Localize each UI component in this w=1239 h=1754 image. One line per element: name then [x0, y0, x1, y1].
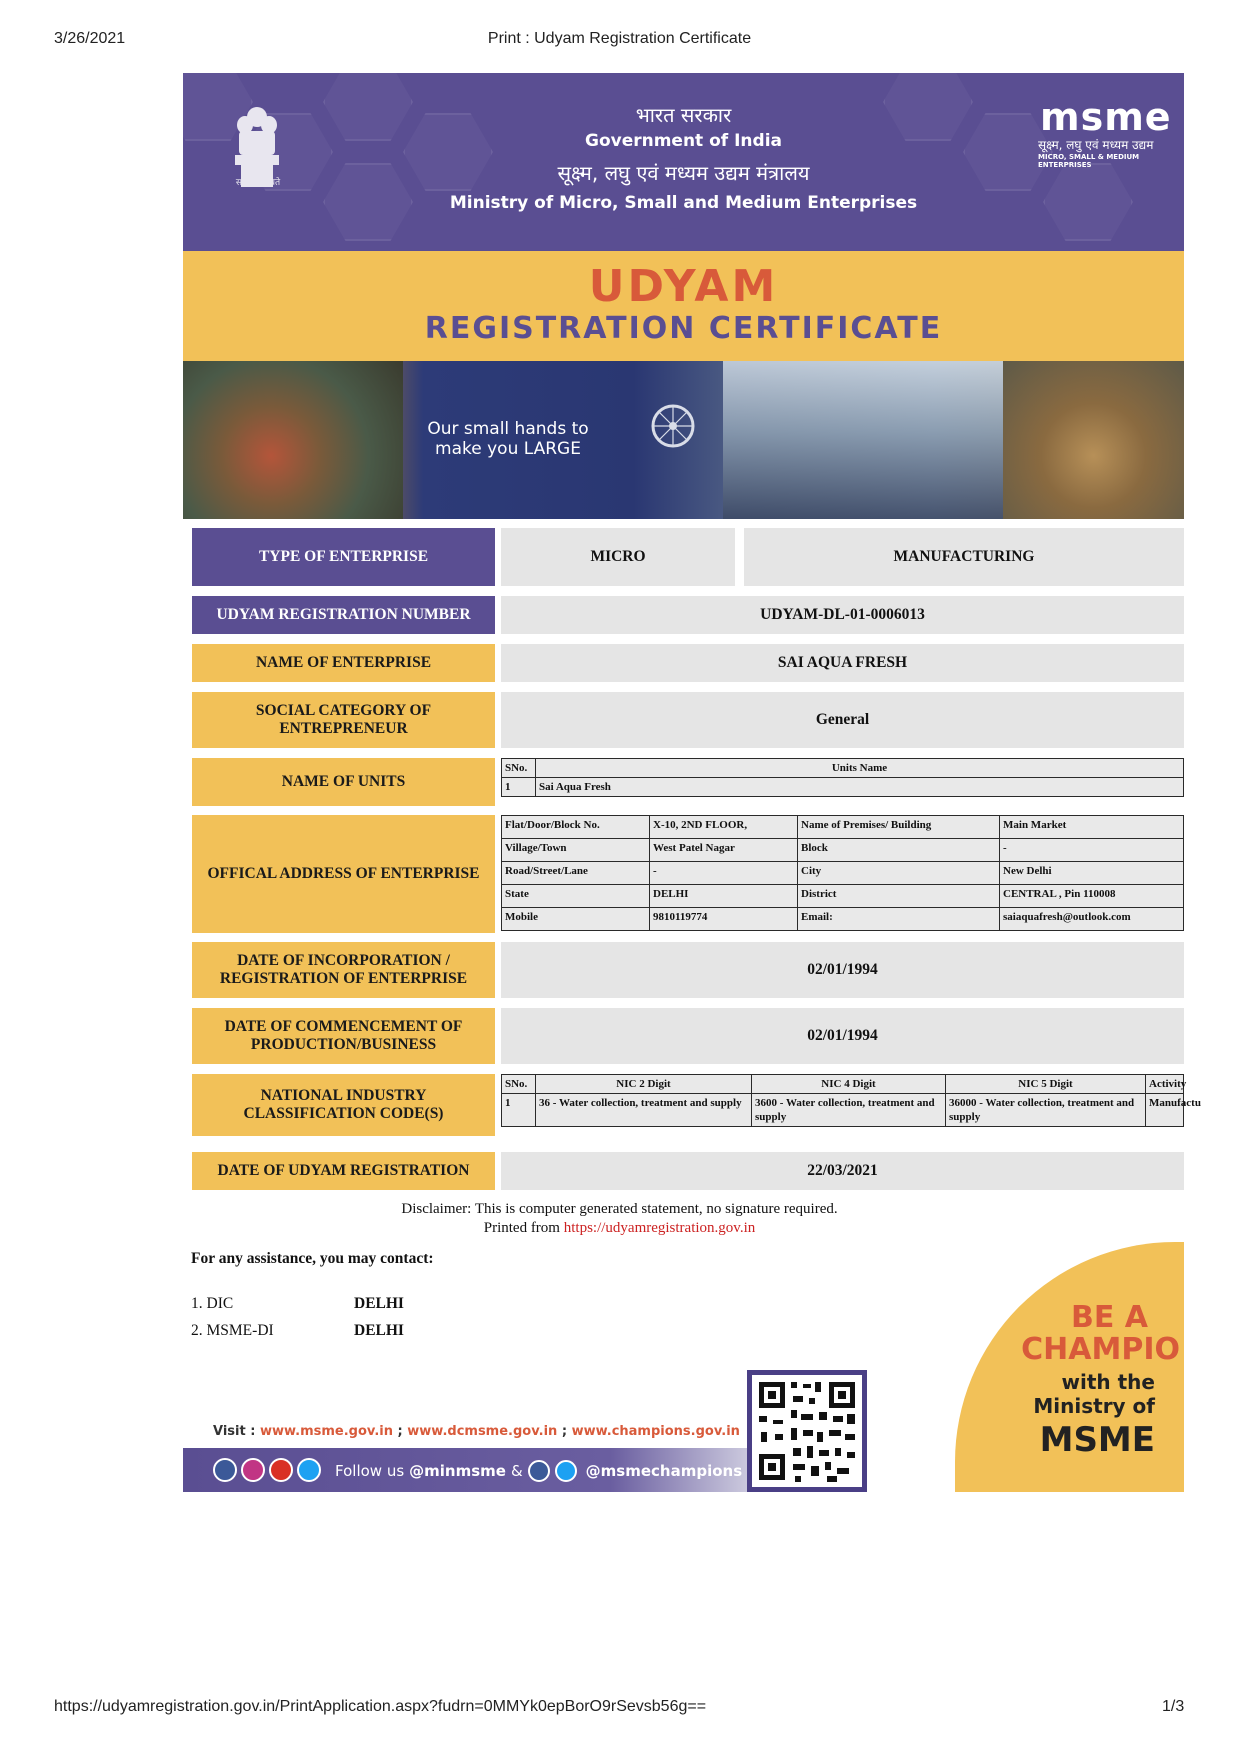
print-url: https://udyamregistration.gov.in/PrintApplication.aspx?fudrn=0MMYk0epBorO9rSevsb56g==	[54, 1698, 707, 1715]
printed-from-label: Printed from	[483, 1220, 560, 1236]
table-row	[502, 778, 1184, 797]
nic-table	[501, 1074, 1201, 1127]
print-title: Print : Udyam Registration Certificate	[487, 30, 752, 47]
nic-code-label: NATIONAL INDUSTRY CLASSIFICATION CODE(S)	[192, 1074, 495, 1136]
ministry-banner	[183, 73, 1184, 251]
address-value: 9810119774	[650, 908, 798, 931]
address-value: CENTRAL , Pin 110008	[1000, 885, 1184, 908]
address-key: Block	[798, 839, 1000, 862]
nic-header-4digit: NIC 4 Digit	[752, 1075, 946, 1094]
champions-site-link[interactable]: www.champions.gov.in	[571, 1424, 740, 1439]
table-row	[502, 816, 1184, 839]
nic-header-5digit: NIC 5 Digit	[946, 1075, 1146, 1094]
address-key: Mobile	[502, 908, 650, 931]
photo-collage-banner	[183, 361, 1184, 519]
separator: ;	[397, 1424, 403, 1439]
msme-hindi: सूक्ष्म, लघु एवं मध्यम उद्यम	[1038, 138, 1154, 152]
printed-from-line	[0, 1220, 1239, 1237]
udyam-registration-number-label: UDYAM REGISTRATION NUMBER	[192, 596, 495, 634]
address-key: Village/Town	[502, 839, 650, 862]
ministry-name: Ministry of Micro, Small and Medium Enterprises	[449, 193, 918, 213]
instagram-icon[interactable]	[241, 1458, 265, 1482]
table-row	[502, 908, 1184, 931]
address-key: State	[502, 885, 650, 908]
date-of-commencement-value: 02/01/1994	[501, 1008, 1184, 1064]
name-of-enterprise-label: NAME OF ENTERPRISE	[192, 644, 495, 682]
table-row	[502, 1094, 1184, 1127]
units-header-sno: SNo.	[502, 759, 536, 778]
official-address-label: OFFICAL ADDRESS OF ENTERPRISE	[192, 815, 495, 933]
office-photo	[723, 361, 1023, 519]
nic-activity-value: Manufactu	[1146, 1094, 1184, 1127]
nic-header-activity: Activity	[1146, 1075, 1184, 1094]
facebook-icon[interactable]	[528, 1460, 550, 1482]
name-of-units-label: NAME OF UNITS	[192, 758, 495, 806]
visit-label: Visit :	[213, 1424, 256, 1439]
contact-value: DELHI	[354, 1322, 404, 1339]
table-row	[502, 862, 1184, 885]
disclaimer-text: Disclaimer: This is computer generated statement, no signature required.	[401, 1201, 838, 1217]
champ-line-4: Ministry of	[1033, 1394, 1155, 1418]
date-of-udyam-registration-label: DATE OF UDYAM REGISTRATION	[192, 1152, 495, 1190]
emblem-motto: सत्यमेव जयते	[235, 178, 281, 188]
address-value: New Delhi	[1000, 862, 1184, 885]
nic-2digit-value: 36 - Water collection, treatment and supply	[536, 1094, 752, 1127]
date-of-udyam-registration-value: 22/03/2021	[501, 1152, 1184, 1190]
address-key: Name of Premises/ Building	[798, 816, 1000, 839]
visit-line	[213, 1424, 740, 1439]
address-value: X-10, 2ND FLOOR,	[650, 816, 798, 839]
youtube-icon[interactable]	[269, 1458, 293, 1482]
date-of-incorporation-label: DATE OF INCORPORATION / REGISTRATION OF ENTERPRISE	[192, 942, 495, 998]
facebook-icon[interactable]	[213, 1458, 237, 1482]
assistance-title: For any assistance, you may contact:	[191, 1250, 434, 1267]
msme-site-link[interactable]: www.msme.gov.in	[259, 1424, 393, 1439]
page-number: 1/3	[1162, 1698, 1185, 1715]
follow-us-label: Follow us	[335, 1462, 405, 1480]
contact-label: 1. DIC	[191, 1295, 234, 1312]
address-value: West Patel Nagar	[650, 839, 798, 862]
government-of-india: Government of India	[584, 131, 782, 151]
hindi-ministry: सूक्ष्म, लघु एवं मध्यम उद्यम मंत्रालय	[557, 161, 810, 185]
agriculture-photo	[1003, 361, 1184, 519]
address-key: Flat/Door/Block No.	[502, 816, 650, 839]
hindi-government: भारत सरकार	[635, 103, 732, 127]
address-value: -	[650, 862, 798, 885]
champ-line-2: CHAMPIO	[1021, 1332, 1180, 1367]
units-table	[501, 758, 1184, 797]
handle-minmsme[interactable]: @minmsme	[409, 1462, 506, 1480]
name-of-enterprise-value: SAI AQUA FRESH	[501, 644, 1184, 682]
nic-4digit-value: 3600 - Water collection, treatment and supply	[752, 1094, 946, 1127]
registration-certificate-title: REGISTRATION CERTIFICATE	[424, 311, 943, 346]
dcmsme-site-link[interactable]: www.dcmsme.gov.in	[407, 1424, 558, 1439]
enterprise-type-value: MICRO	[501, 528, 735, 586]
handle-msmechampions[interactable]: @msmechampions	[585, 1462, 743, 1480]
address-value: DELHI	[650, 885, 798, 908]
contact-label: 2. MSME-DI	[191, 1322, 274, 1339]
table-row	[502, 885, 1184, 908]
separator: ;	[561, 1424, 568, 1439]
artisan-photo	[183, 361, 403, 519]
address-key: Email:	[798, 908, 1000, 931]
nic-5digit-value: 36000 - Water collection, treatment and supply	[946, 1094, 1146, 1127]
social-category-value: General	[501, 692, 1184, 748]
unit-sno: 1	[502, 778, 536, 797]
udyam-registration-number-value: UDYAM-DL-01-0006013	[501, 596, 1184, 634]
qr-code-icon	[747, 1370, 867, 1492]
social-category-label: SOCIAL CATEGORY OF ENTREPRENEUR	[192, 692, 495, 748]
type-of-enterprise-label: TYPE OF ENTERPRISE	[192, 528, 495, 586]
udyam-portal-link[interactable]: https://udyamregistration.gov.in	[563, 1220, 756, 1236]
units-header-name: Units Name	[536, 759, 1184, 778]
address-key: Road/Street/Lane	[502, 862, 650, 885]
contact-value: DELHI	[354, 1295, 404, 1312]
address-key: District	[798, 885, 1000, 908]
champ-line-3: with the	[1061, 1370, 1155, 1394]
print-date: 3/26/2021	[54, 30, 126, 47]
champ-line-1: BE A	[1070, 1300, 1148, 1335]
unit-name: Sai Aqua Fresh	[536, 778, 1184, 797]
champ-line-5: MSME	[1039, 1420, 1155, 1460]
address-value: -	[1000, 839, 1184, 862]
social-bar	[183, 1448, 753, 1492]
address-table	[501, 815, 1184, 931]
msme-logo	[1034, 97, 1184, 177]
date-of-commencement-label: DATE OF COMMENCEMENT OF PRODUCTION/BUSINESS	[192, 1008, 495, 1064]
table-row	[502, 839, 1184, 862]
msme-subtitle: MICRO, SMALL & MEDIUM ENTERPRISES	[1038, 153, 1140, 169]
udyam-title: UDYAM	[588, 261, 779, 312]
twitter-icon[interactable]	[555, 1460, 577, 1482]
tagline-line-2: make you LARGE	[435, 439, 581, 459]
nic-header-sno: SNo.	[502, 1075, 536, 1094]
twitter-icon[interactable]	[297, 1458, 321, 1482]
chakra-icon	[648, 401, 698, 451]
address-value: Main Market	[1000, 816, 1184, 839]
nic-sno: 1	[502, 1094, 536, 1127]
date-of-incorporation-value: 02/01/1994	[501, 942, 1184, 998]
ampersand: &	[510, 1462, 523, 1480]
enterprise-activity-value: MANUFACTURING	[744, 528, 1184, 586]
tagline-line-1: Our small hands to	[427, 419, 589, 439]
certificate-title-banner	[183, 251, 1184, 361]
nic-header-2digit: NIC 2 Digit	[536, 1075, 752, 1094]
address-key: City	[798, 862, 1000, 885]
msme-wordmark: msme	[1040, 95, 1172, 139]
champion-banner	[955, 1242, 1184, 1492]
address-value: saiaquafresh@outlook.com	[1000, 908, 1184, 931]
